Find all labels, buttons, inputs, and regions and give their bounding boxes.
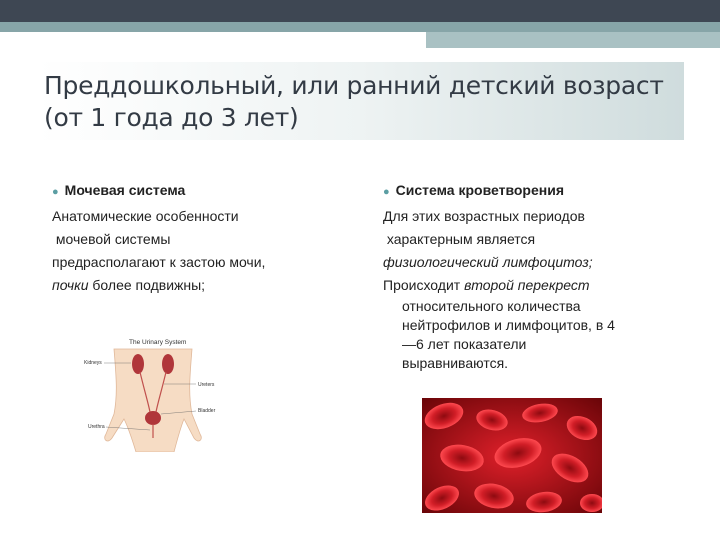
left-line-4	[52, 274, 352, 297]
right-line-4-italic: второй перекрест	[464, 277, 590, 293]
label-bladder: Bladder	[198, 408, 216, 414]
label-ureters: Ureters	[198, 382, 215, 388]
blood-cells-image	[422, 398, 602, 513]
right-line-5: относительного количества	[402, 298, 581, 314]
left-line-4-rest: более подвижны;	[88, 277, 206, 293]
urinary-image-title: The Urinary System	[129, 339, 187, 346]
tab-left	[0, 32, 426, 38]
left-line-2: мочевой системы	[52, 231, 171, 247]
urinary-system-image	[84, 334, 218, 452]
right-heading-text: Система кроветворения	[395, 182, 564, 198]
right-line-8: выравниваются.	[402, 355, 509, 371]
label-urethra: Urethra	[88, 424, 105, 430]
right-line-4-plain: Происходит	[383, 277, 465, 293]
left-heading	[52, 182, 352, 198]
top-stripe	[0, 22, 720, 32]
label-kidneys: Kidneys	[84, 360, 102, 366]
left-heading-text: Мочевая система	[64, 182, 186, 198]
right-line-4	[383, 274, 703, 297]
right-line-6: нейтрофилов и лимфоцитов, в 4	[402, 317, 615, 333]
right-line-1: Для этих возрастных периодов	[383, 208, 585, 224]
right-heading	[383, 182, 703, 198]
bullet-icon: ●	[52, 186, 59, 198]
right-column	[383, 182, 703, 373]
right-line-3-italic: физиологический лимфоцитоз;	[383, 254, 593, 270]
left-line-1: Анатомические особенности	[52, 208, 239, 224]
tab-right	[426, 32, 720, 48]
right-line-3	[383, 251, 703, 274]
slide-title: Преддошкольный, или ранний детский возраст (от 1 года до 3 лет)	[44, 71, 664, 132]
right-line-2: характерным является	[383, 231, 536, 247]
left-column	[52, 182, 352, 297]
right-line-7: —6 лет показатели	[402, 336, 527, 352]
left-line-4-italic: почки	[52, 277, 89, 293]
bullet-icon: ●	[383, 186, 390, 198]
top-bar	[0, 0, 720, 22]
left-line-3: предрасполагают к застою мочи,	[52, 254, 266, 270]
